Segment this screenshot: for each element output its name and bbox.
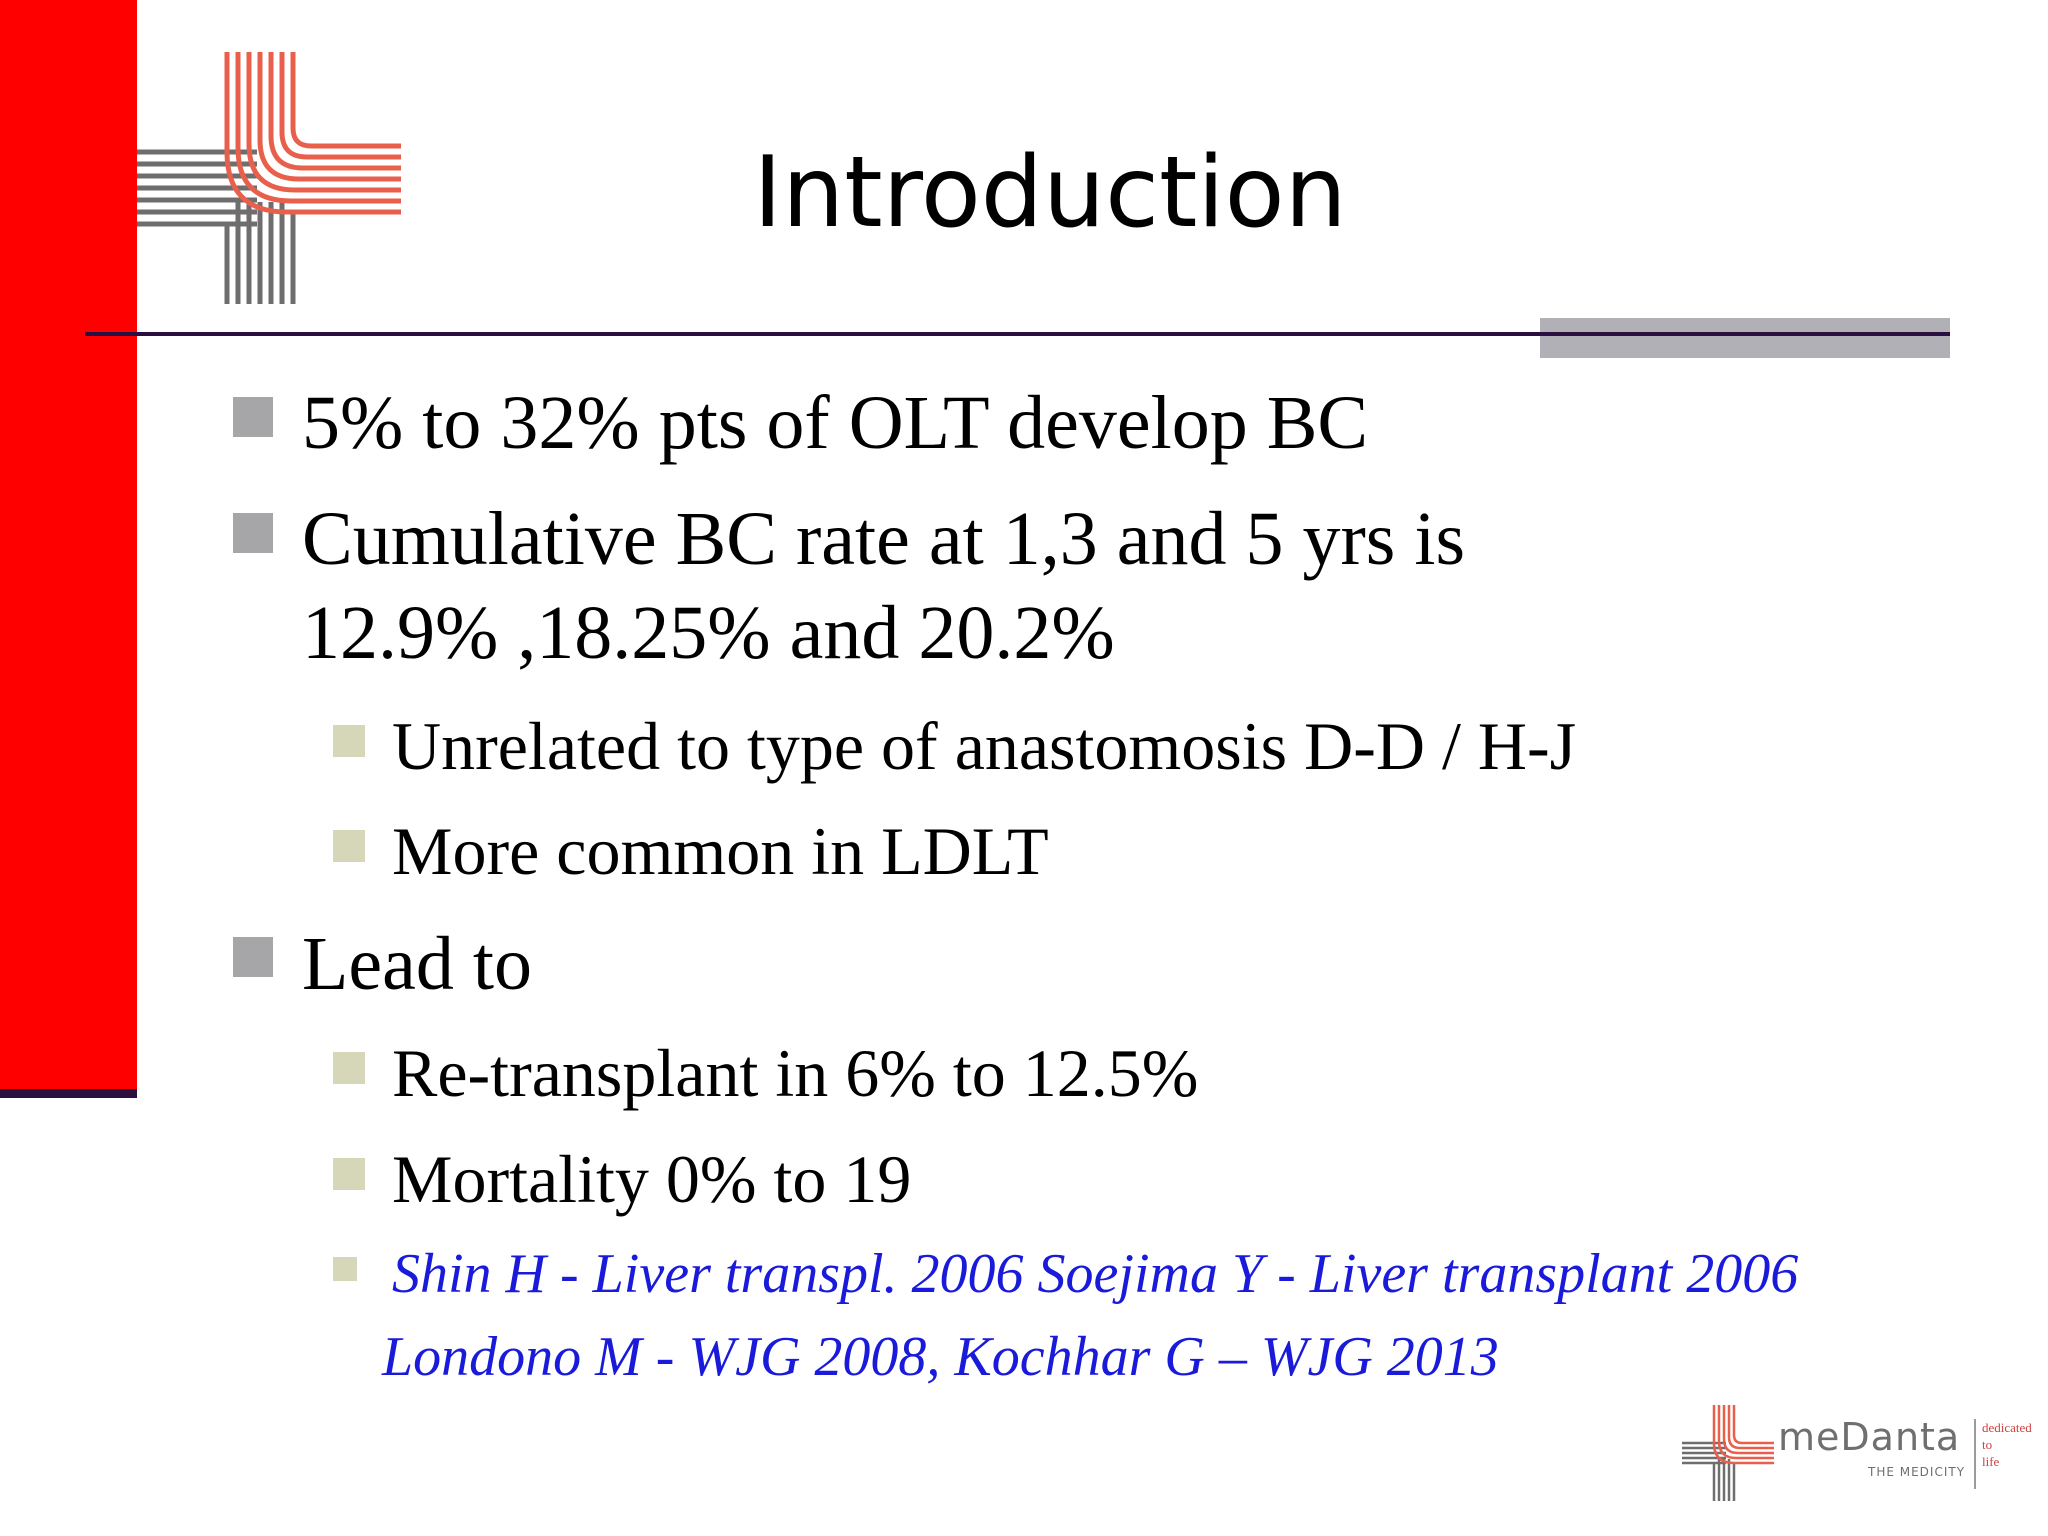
medanta-cross-small-icon [1682,1405,1774,1501]
bullet-item-line2: 12.9% ,18.25% and 20.2% [302,591,1115,675]
footer-brand-name: meDanta [1778,1415,1961,1459]
footer-tagline-line: to [1982,1437,1993,1452]
sub-bullet-item: Unrelated to type of anastomosis D-D / H-J [392,708,1577,784]
sub-bullet-item: More common in LDLT [392,813,1049,889]
sub-bullet-square-icon [333,830,365,862]
sub-bullet-item: Mortality 0% to 19 [392,1141,912,1217]
footer-tagline-line: life [1982,1454,2000,1469]
reference-bullet-icon [333,1257,357,1281]
footer-tagline-line: dedicated [1982,1420,2032,1435]
slide-title: Introduction [753,136,1347,250]
sub-bullet-item: Re-transplant in 6% to 12.5% [392,1035,1199,1111]
bullet-square-icon [233,397,273,437]
sub-bullet-square-icon [333,1052,365,1084]
footer-separator [1974,1419,1976,1489]
reference-line-2: Londono M - WJG 2008, Kochhar G – WJG 2013 [382,1326,1499,1388]
footer-brand-subtitle: THE MEDICITY [1868,1465,1966,1479]
reference-line-1: Shin H - Liver transpl. 2006 Soejima Y - Liver transplant 2006 [392,1243,1799,1305]
bullet-item: 5% to 32% pts of OLT develop BC [302,381,1369,465]
sub-bullet-square-icon [333,725,365,757]
sub-bullet-square-icon [333,1158,365,1190]
bullet-item-line1: Cumulative BC rate at 1,3 and 5 yrs is [302,497,1466,581]
bullet-square-icon [233,937,273,977]
footer-tagline [1982,1419,2048,1470]
footer-logo [1682,1405,2048,1501]
bullet-item: Lead to [302,922,533,1006]
bullet-square-icon [233,513,273,553]
